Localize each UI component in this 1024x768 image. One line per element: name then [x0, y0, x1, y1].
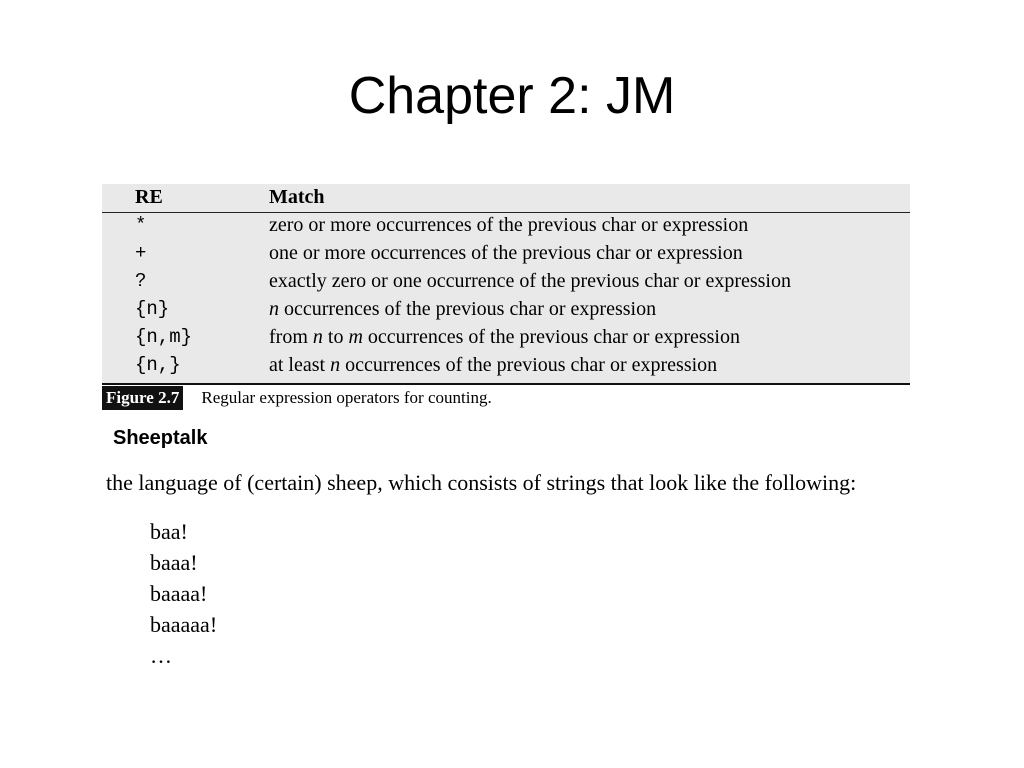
cell-operator: {n,m}	[135, 326, 193, 348]
table-row	[102, 268, 910, 296]
table-row	[102, 296, 910, 324]
cell-description: one or more occurrences of the previous char or expression	[269, 242, 743, 264]
cell-operator: +	[135, 242, 147, 264]
sheeptalk-examples	[150, 516, 217, 671]
regex-operators-table	[102, 184, 910, 385]
table-row	[102, 240, 910, 268]
cell-operator: {n,}	[135, 354, 181, 376]
example-string: baaaa!	[150, 581, 208, 606]
section-heading: Sheeptalk	[113, 427, 208, 449]
sheeptalk-intro: the language of (certain) sheep, which consists of strings that look like the following:	[106, 470, 857, 495]
cell-operator: {n}	[135, 298, 170, 320]
table-row	[102, 212, 910, 240]
table-row	[102, 352, 910, 380]
slide-title: Chapter 2: JM	[348, 67, 676, 125]
table-header	[102, 184, 910, 213]
cell-description: zero or more occurrences of the previous char or expression	[269, 214, 749, 236]
figure-caption	[102, 385, 492, 411]
example-string: baa!	[150, 519, 188, 544]
figure-caption-text: Regular expression operators for counting.	[201, 388, 492, 407]
cell-description: from n to m occurrences of the previous char or expression	[269, 326, 740, 348]
header-re: RE	[135, 186, 163, 208]
figure-label: Figure 2.7	[102, 386, 183, 410]
table-row	[102, 324, 910, 352]
cell-description: at least n occurrences of the previous char or expression	[269, 354, 718, 376]
cell-operator: ?	[135, 270, 147, 292]
header-match: Match	[269, 186, 325, 208]
example-string: baaa!	[150, 550, 198, 575]
cell-description: n occurrences of the previous char or expression	[269, 298, 657, 320]
example-string: …	[150, 643, 172, 668]
cell-operator: *	[135, 214, 147, 236]
example-string: baaaaa!	[150, 612, 218, 637]
cell-description: exactly zero or one occurrence of the previous char or expression	[269, 270, 791, 292]
